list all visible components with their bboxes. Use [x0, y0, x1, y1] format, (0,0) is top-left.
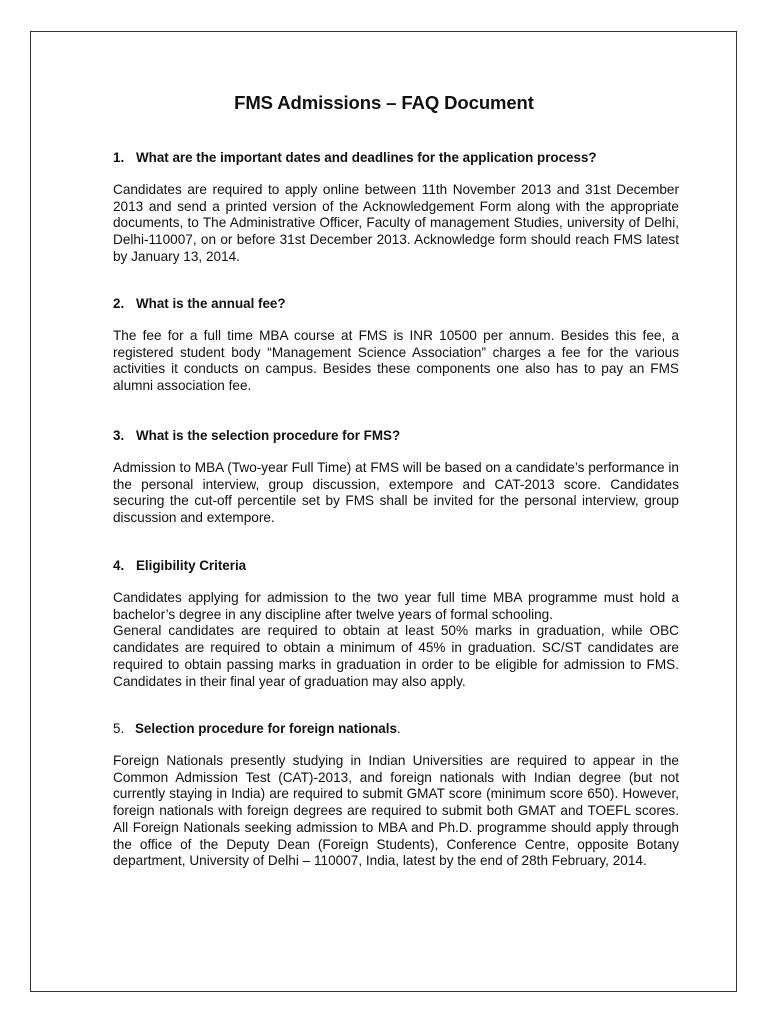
- faq-answer-4: [113, 590, 679, 690]
- faq-question-text: Selection procedure for foreign nationals: [135, 721, 397, 736]
- answer-paragraph: Foreign Nationals presently studying in Indian Universities are required to appear in the Common Admission Test (CAT)-2013, and foreign nationals with Indian degree (but not currently staying in India) are required to submit GMAT score (minimum score 650). However, foreign nationals with foreign degrees are required to submit both GMAT and TOEFL scores. All Foreign Nationals seeking admission to MBA and Ph.D. programme should apply through the office of the Deputy Dean (Foreign Students), Conference Centre, opposite Botany department, University of Delhi – 110007, India, latest by the end of 28th February, 2014.: [113, 753, 679, 869]
- faq-section-3: [113, 428, 679, 527]
- faq-section-1: [113, 150, 679, 266]
- faq-question-4: [113, 558, 679, 574]
- faq-answer-5: [113, 753, 679, 870]
- faq-answer-2: [113, 328, 679, 395]
- answer-paragraph: The fee for a full time MBA course at FMS is INR 10500 per annum. Besides this fee, a registered student body “Management Science Association” charges a fee for the various activities it conducts on campus. Besides these components one also has to pay an FMS alumni association fee.: [113, 328, 679, 394]
- faq-number: 5.: [113, 721, 125, 736]
- answer-paragraph: General candidates are required to obtain at least 50% marks in graduation, while OBC candidates are required to obtain a minimum of 45% in graduation. SC/ST candidates are required to obtain passing marks in graduation in order to be eligible for admission to FMS. Candidates in their final year of graduation may also apply.: [113, 623, 679, 689]
- answer-paragraph: Candidates are required to apply online between 11th November 2013 and 31st December 2013 and send a printed version of the Acknowledgement Form along with the appropriate documents, to The Administrative Officer, Faculty of management Studies, university of Delhi, Delhi-110007, on or before 31st December 2013. Acknowledge form should reach FMS latest by January 13, 2014.: [113, 182, 679, 264]
- faq-answer-1: [113, 182, 679, 266]
- faq-section-2: [113, 296, 679, 395]
- faq-question-2: [113, 296, 679, 312]
- faq-question-5: [113, 721, 679, 737]
- faq-question-text: Eligibility Criteria: [136, 558, 247, 573]
- answer-paragraph: Candidates applying for admission to the two year full time MBA programme must hold a bachelor’s degree in any discipline after twelve years of formal schooling.: [113, 590, 679, 622]
- faq-number: 4.: [113, 558, 125, 573]
- faq-answer-3: [113, 460, 679, 527]
- document-title: FMS Admissions – FAQ Document: [234, 92, 534, 113]
- faq-question-text: What is the annual fee?: [136, 296, 286, 311]
- faq-question-1: [113, 150, 679, 166]
- faq-question-text: What is the selection procedure for FMS?: [136, 428, 401, 443]
- faq-number: 3.: [113, 428, 125, 443]
- faq-section-5: [113, 721, 679, 870]
- faq-number: 1.: [113, 150, 125, 165]
- heading-period: .: [396, 721, 401, 736]
- faq-question-3: [113, 428, 679, 444]
- faq-number: 2.: [113, 296, 125, 311]
- faq-question-text: What are the important dates and deadlines for the application process?: [136, 150, 597, 165]
- answer-paragraph: Admission to MBA (Two-year Full Time) at FMS will be based on a candidate’s performance in the personal interview, group discussion, extempore and CAT-2013 score. Candidates securing the cut-off percentile set by FMS shall be invited for the personal interview, group discussion and extempore.: [113, 460, 679, 526]
- faq-section-4: [113, 558, 679, 690]
